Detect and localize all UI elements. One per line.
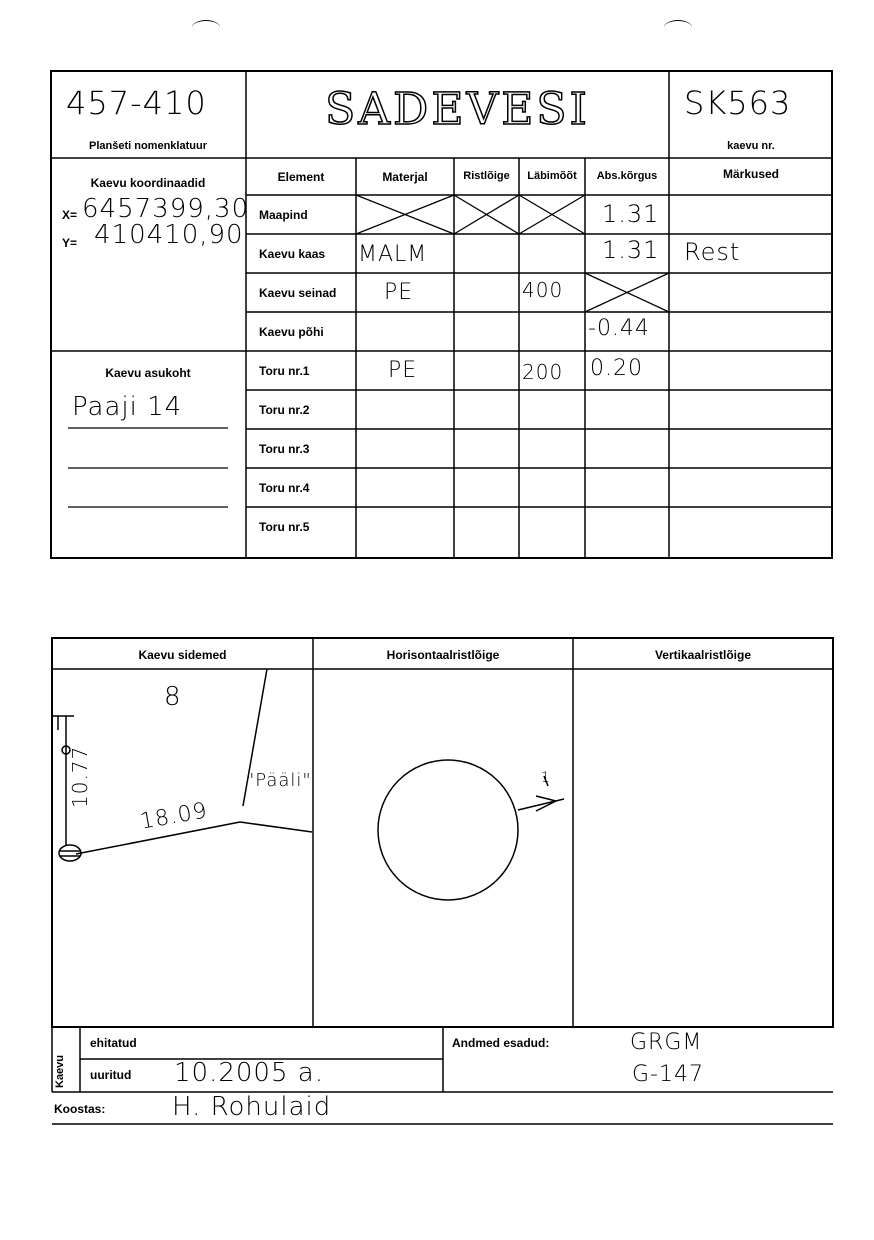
- col-header-element: Element: [277, 170, 325, 184]
- row-label-ground: Maapind: [259, 208, 308, 222]
- arrow-label: 1: [541, 770, 551, 786]
- row-label-pipe-2: Toru nr.2: [259, 403, 310, 417]
- built-label: ehitatud: [90, 1036, 137, 1050]
- walls-diameter-value: 400: [522, 278, 564, 302]
- row-label-walls: Kaevu seinad: [259, 286, 337, 300]
- row-label-lid: Kaevu kaas: [259, 247, 326, 261]
- surveyed-date-value: 10.2005 a.: [174, 1058, 324, 1088]
- pipe1-material-value: PE: [388, 358, 418, 383]
- lid-elevation-value: 1.31: [602, 236, 660, 264]
- well-card: [50, 70, 833, 560]
- col-header-cross-section: Ristlõige: [463, 170, 510, 182]
- lid-material-value: MALM: [358, 242, 428, 267]
- lid-notes-value: Rest: [684, 238, 741, 266]
- row-label-pipe-3: Toru nr.3: [259, 442, 310, 456]
- col-header-elevation: Abs.kõrgus: [596, 170, 658, 182]
- horizontal-section-sketch: [378, 760, 564, 900]
- coordinates-label: Kaevu koordinaadid: [90, 176, 206, 190]
- row-label-pipe-5: Toru nr.5: [259, 520, 310, 534]
- row-label-pipe-1: Toru nr.1: [259, 364, 310, 378]
- sketch-card: [50, 636, 835, 1128]
- x-prefix: X=: [62, 208, 78, 222]
- street-label: "Pääli": [246, 770, 312, 791]
- ground-elevation-value: 1.31: [602, 200, 660, 228]
- nomenclature-value: 457-410: [66, 84, 207, 122]
- page-title: SADEVESI: [325, 84, 590, 135]
- row-label-pipe-4: Toru nr.4: [259, 481, 310, 495]
- section-header-horizontal: Horisontaalristlõige: [386, 648, 500, 662]
- section-header-ties: Kaevu sidemed: [138, 648, 227, 662]
- nomenclature-label: Planšeti nomenklatuur: [89, 140, 207, 152]
- footer-side-label: Kaevu: [54, 1054, 66, 1088]
- data-source-value-2: G-147: [632, 1062, 704, 1087]
- col-header-diameter: Läbimõõt: [527, 170, 577, 182]
- author-value: H. Rohulaid: [172, 1092, 332, 1122]
- author-label: Koostas:: [54, 1102, 106, 1116]
- data-source-label: Andmed esadud:: [452, 1036, 550, 1050]
- well-number-value: SK563: [684, 84, 792, 122]
- bottom-elevation-value: -0.44: [588, 316, 650, 341]
- y-coordinate-value: 410410,90: [94, 220, 244, 250]
- distance-vertical-label: 10.77: [68, 745, 92, 808]
- col-header-notes: Märkused: [722, 167, 780, 181]
- pipe1-elevation-value: 0.20: [590, 356, 643, 381]
- x-coordinate-value: 6457399,30: [82, 194, 250, 224]
- walls-material-value: PE: [384, 280, 414, 305]
- data-source-value-1: GRGM: [630, 1030, 703, 1055]
- col-header-material: Materjal: [382, 170, 428, 184]
- y-prefix: Y=: [62, 236, 78, 250]
- well-number-label: kaevu nr.: [727, 140, 775, 152]
- punch-mark-left: [192, 20, 220, 35]
- pipe1-diameter-value: 200: [522, 360, 564, 384]
- row-label-bottom: Kaevu põhi: [259, 325, 324, 339]
- location-address: Paaji 14: [72, 392, 183, 422]
- surveyed-label: uuritud: [90, 1068, 132, 1082]
- distance-diagonal-label: 18.09: [138, 798, 210, 835]
- section-header-vertical: Vertikaalristlõige: [654, 648, 752, 662]
- location-label: Kaevu asukoht: [105, 366, 191, 380]
- house-number-label: 8: [164, 682, 182, 712]
- punch-mark-right: [664, 20, 692, 35]
